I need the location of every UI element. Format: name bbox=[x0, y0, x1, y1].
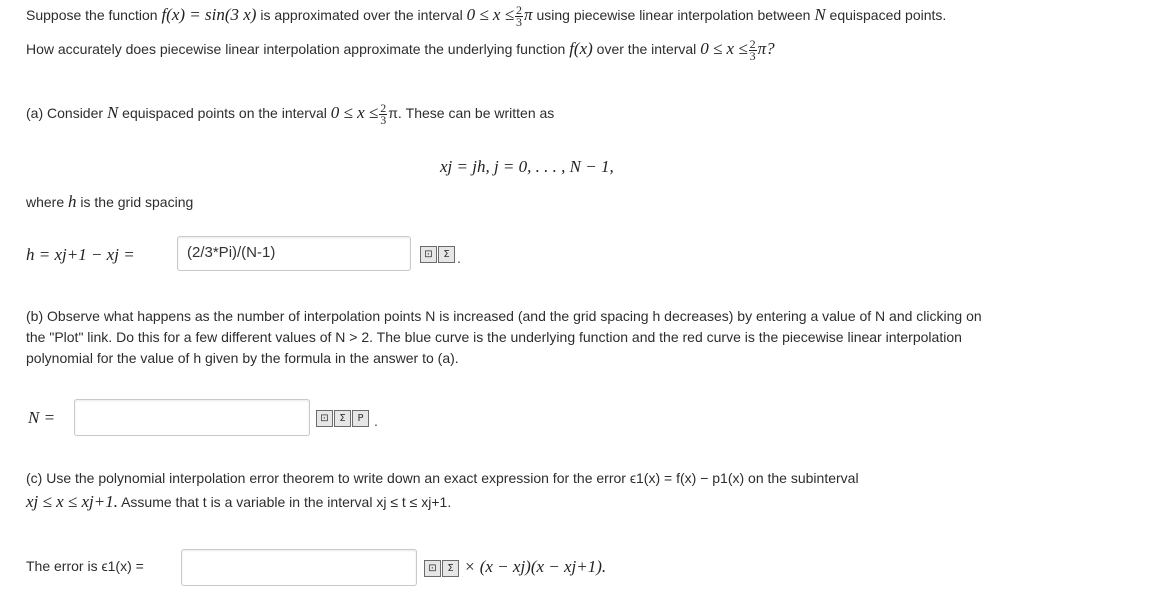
preview-icon[interactable]: ⊡ bbox=[316, 410, 333, 427]
error-suffix: × (x − xj)(x − xj+1). bbox=[464, 557, 607, 576]
h-formula-label: h = xj+1 − xj = bbox=[26, 245, 135, 264]
intro-line-2: How accurately does piecewise linear interpolation approximate the underlying function f(x) over the interval 0 ≤ x ≤ $\frac{2}{3}$ π? bbox=[26, 37, 775, 63]
where-h-text: where h is the grid spacing bbox=[26, 192, 194, 211]
error-label: The error is ϵ1(x) = bbox=[26, 558, 144, 574]
separator-dot: . bbox=[374, 413, 378, 429]
n-input[interactable] bbox=[74, 399, 310, 436]
grid-points-equation: xj = jh, j = 0, . . . , N − 1, bbox=[440, 157, 614, 176]
fraction: $\frac{2}{3}$ bbox=[380, 101, 387, 127]
sigma-icon[interactable]: Σ bbox=[334, 410, 351, 427]
fraction: $\frac{2}{3}$ bbox=[749, 37, 756, 63]
intro-line-1: Suppose the function f(x) = sin(3 x) is approximated over the interval 0 ≤ x ≤ $\frac{2}{3}$ π using piecewise linear interpolation between N equispaced points. bbox=[26, 3, 947, 29]
sigma-icon[interactable]: Σ bbox=[442, 560, 459, 577]
preview-icon[interactable]: ⊡ bbox=[420, 246, 437, 263]
fraction: $\frac{2}{3}$ bbox=[516, 3, 523, 29]
preview-icon[interactable]: ⊡ bbox=[424, 560, 441, 577]
part-c-line-2: xj ≤ x ≤ xj+1. Assume that t is a variable in the interval xj ≤ t ≤ xj+1. bbox=[26, 492, 452, 511]
error-input[interactable] bbox=[181, 549, 417, 586]
sigma-icon[interactable]: Σ bbox=[438, 246, 455, 263]
h-answer-input[interactable]: (2/3*Pi)/(N-1) bbox=[177, 236, 411, 271]
part-b-text: (b) Observe what happens as the number of interpolation points N is increased (and the grid spacing h decreases) by entering a value of N and clicking on the "Plot" link. Do this for a few different values of N > 2. The blue curve is the underlying function and the red curve is the piecewise linear interpolation polynomial for the value of h given by the formula in the answer to (a). bbox=[26, 308, 982, 366]
part-c-line-1: (c) Use the polynomial interpolation error theorem to write down an exact expression for the error ϵ1(x) = f(x) − p1(x) on the subinterval bbox=[26, 470, 859, 486]
intro-func: f(x) = sin(3 x) bbox=[161, 5, 257, 25]
separator-dot: . bbox=[457, 250, 461, 266]
n-label: N = bbox=[28, 408, 56, 427]
part-a-text: (a) Consider N equispaced points on the interval 0 ≤ x ≤ $\frac{2}{3}$ π. These can be written as bbox=[26, 101, 555, 127]
plot-icon[interactable]: P bbox=[352, 410, 369, 427]
